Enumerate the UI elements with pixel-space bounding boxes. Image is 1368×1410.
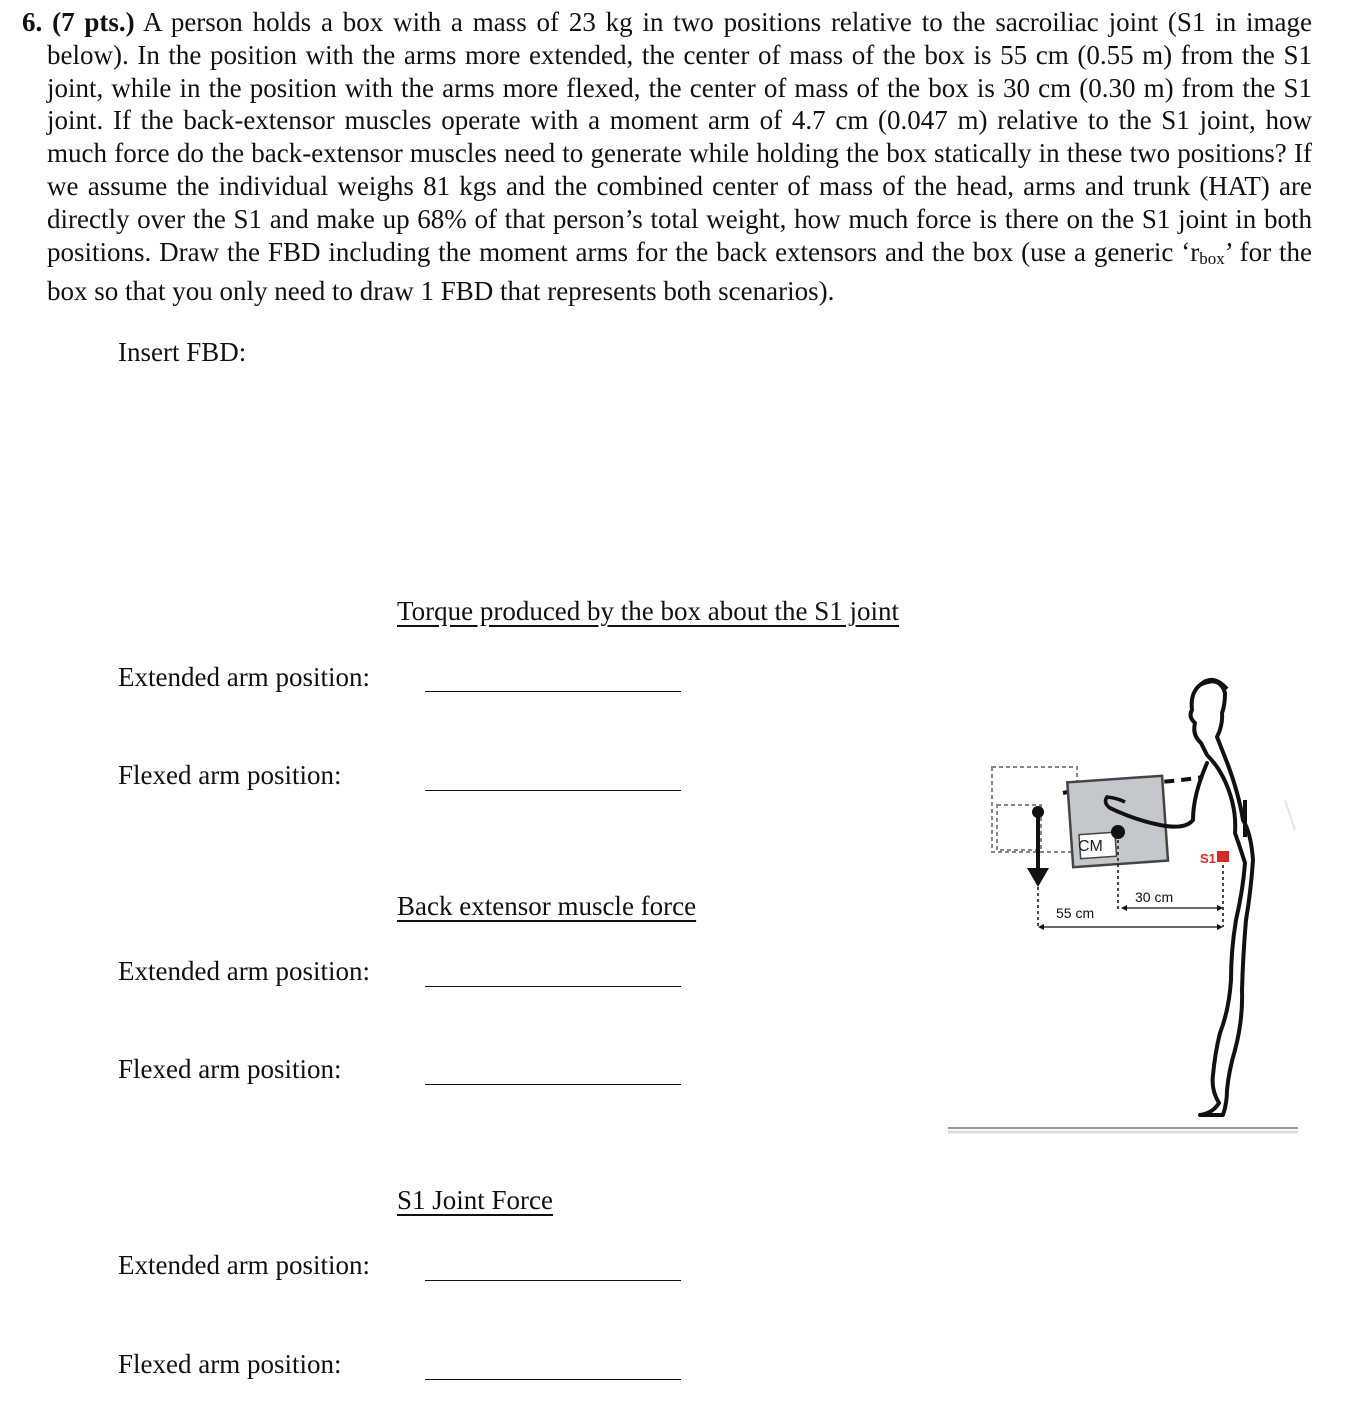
torque-extended-answer-line[interactable] xyxy=(425,691,681,692)
s1-marker xyxy=(1217,851,1229,862)
fbd-prompt: Insert FBD: xyxy=(118,337,247,367)
s1-extended-answer-line[interactable] xyxy=(425,1280,681,1281)
dim-55-arrow-right xyxy=(1217,924,1223,930)
problem-text-part1: A person holds a box with a mass of 23 kg in two positions relative to the sacroiliac joint (S1 in image below). In the position with the arms more extended, the center of mass of the box is 55 cm (0.55 m) from the S1 joint, while in the position with the arms more flexed, the center of mass of the box is 30 cm (0.30 m) from the S1 joint. If the back-extensor muscles operate with a moment arm of 4.7 cm (0.047 m) relative to the S1 joint, how much force do the back-extensor muscles need to generate while holding the box statically in these two positions? If we assume the individual weighs 81 kgs and the combined center of mass of the head, arms and trunk (HAT) are directly over the S1 and make up 68% of that person’s total weight, how much force is there on the S1 joint in both positions. Draw the FBD including the moment arms for the back extensors and the box (use a generic ‘r xyxy=(47,7,1313,267)
s1-flexed-label: Flexed arm position: xyxy=(118,1349,342,1379)
muscle-flexed-label: Flexed arm position: xyxy=(118,1054,342,1084)
dim-30-label: 30 cm xyxy=(1135,889,1174,905)
muscle-force-heading: Back extensor muscle force xyxy=(397,891,697,921)
problem-text-part2: ’ for the box so that you only need to draw 1 FBD that represents both scenarios). xyxy=(47,236,1312,307)
torque-extended-label: Extended arm position: xyxy=(118,662,370,692)
torque-flexed-label: Flexed arm position: xyxy=(118,760,342,790)
cm-label: CM xyxy=(1078,838,1103,855)
muscle-extended-label: Extended arm position: xyxy=(118,956,370,986)
dim-55-label: 55 cm xyxy=(1056,905,1095,921)
s1-flexed-answer-line[interactable] xyxy=(425,1379,681,1380)
person-silhouette xyxy=(1191,681,1253,1115)
torque-flexed-answer-line[interactable] xyxy=(425,790,681,791)
muscle-flexed-answer-line[interactable] xyxy=(425,1084,681,1085)
problem-statement xyxy=(22,6,1312,308)
r-box-subscript: box xyxy=(1199,248,1225,268)
posture-figure xyxy=(945,665,1305,1140)
dim-55-arrow-left xyxy=(1038,924,1044,930)
cm-dot xyxy=(1111,825,1125,839)
background-mark xyxy=(1285,800,1295,830)
problem-number: 6. xyxy=(22,7,43,37)
weight-arrow-head xyxy=(1027,868,1049,887)
muscle-extended-answer-line[interactable] xyxy=(425,986,681,987)
dim-30-arrow-left xyxy=(1121,905,1127,911)
s1-label: S1 xyxy=(1200,851,1216,866)
torque-heading: Torque produced by the box about the S1 joint xyxy=(397,596,900,626)
s1-extended-label: Extended arm position: xyxy=(118,1250,370,1280)
dim-30-arrow-right xyxy=(1217,905,1223,911)
s1-force-heading: S1 Joint Force xyxy=(397,1185,554,1215)
problem-points: (7 pts.) xyxy=(52,7,135,37)
